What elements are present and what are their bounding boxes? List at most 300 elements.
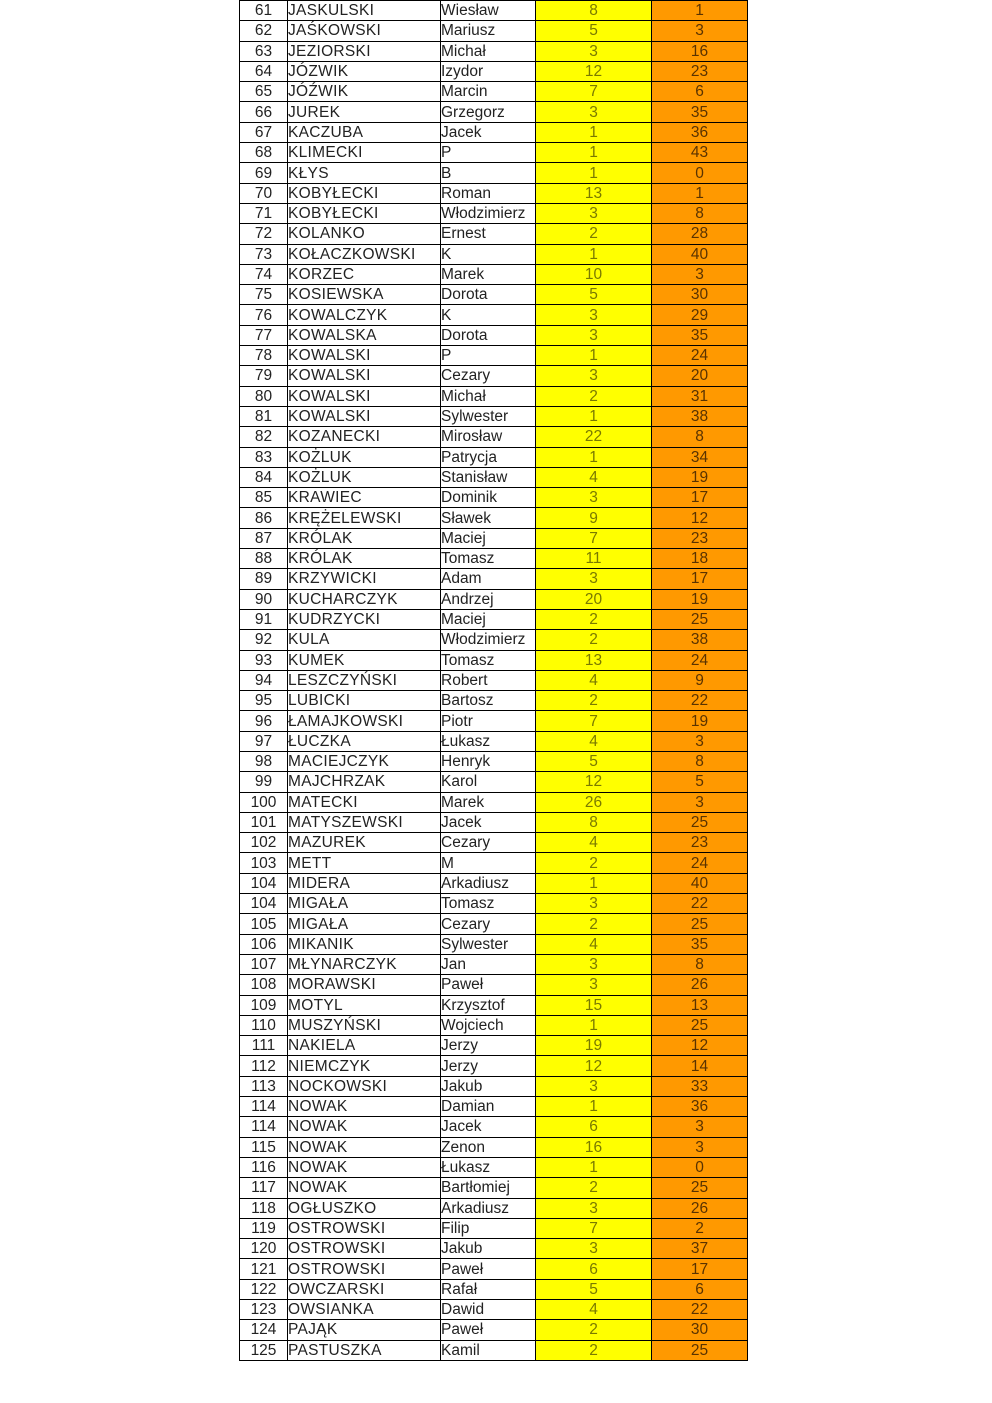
first-name-cell: Dominik bbox=[441, 488, 536, 508]
row-number-cell: 83 bbox=[240, 447, 288, 467]
row-number-cell: 121 bbox=[240, 1259, 288, 1279]
surname-cell: OGŁUSZKO bbox=[288, 1198, 441, 1218]
table-row bbox=[240, 305, 748, 325]
surname-cell: MIGAŁA bbox=[288, 894, 441, 914]
score-yellow-cell: 5 bbox=[536, 1279, 652, 1299]
row-number-cell: 73 bbox=[240, 244, 288, 264]
row-number-cell: 104 bbox=[240, 873, 288, 893]
score-yellow-cell: 3 bbox=[536, 954, 652, 974]
score-orange-cell: 0 bbox=[652, 163, 748, 183]
table-row bbox=[240, 569, 748, 589]
table-row bbox=[240, 873, 748, 893]
row-number-cell: 102 bbox=[240, 833, 288, 853]
surname-cell: KRĘŻELEWSKI bbox=[288, 508, 441, 528]
row-number-cell: 104 bbox=[240, 894, 288, 914]
row-number-cell: 108 bbox=[240, 975, 288, 995]
row-number-cell: 120 bbox=[240, 1239, 288, 1259]
first-name-cell: Łukasz bbox=[441, 731, 536, 751]
row-number-cell: 74 bbox=[240, 264, 288, 284]
surname-cell: OSTROWSKI bbox=[288, 1218, 441, 1238]
surname-cell: KUCHARCZYK bbox=[288, 589, 441, 609]
score-orange-cell: 17 bbox=[652, 569, 748, 589]
first-name-cell: Michał bbox=[441, 386, 536, 406]
score-yellow-cell: 13 bbox=[536, 183, 652, 203]
row-number-cell: 98 bbox=[240, 751, 288, 771]
first-name-cell: Mirosław bbox=[441, 427, 536, 447]
first-name-cell: P bbox=[441, 143, 536, 163]
surname-cell: KUMEK bbox=[288, 650, 441, 670]
table-row bbox=[240, 670, 748, 690]
score-orange-cell: 25 bbox=[652, 1015, 748, 1035]
score-orange-cell: 18 bbox=[652, 549, 748, 569]
row-number-cell: 84 bbox=[240, 467, 288, 487]
score-yellow-cell: 9 bbox=[536, 508, 652, 528]
results-table bbox=[239, 0, 748, 1361]
surname-cell: KORZEC bbox=[288, 264, 441, 284]
score-orange-cell: 35 bbox=[652, 325, 748, 345]
score-yellow-cell: 4 bbox=[536, 833, 652, 853]
row-number-cell: 109 bbox=[240, 995, 288, 1015]
score-yellow-cell: 4 bbox=[536, 670, 652, 690]
score-yellow-cell: 10 bbox=[536, 264, 652, 284]
row-number-cell: 95 bbox=[240, 691, 288, 711]
row-number-cell: 76 bbox=[240, 305, 288, 325]
score-yellow-cell: 2 bbox=[536, 853, 652, 873]
table-row bbox=[240, 853, 748, 873]
table-row bbox=[240, 102, 748, 122]
surname-cell: NAKIELA bbox=[288, 1036, 441, 1056]
score-yellow-cell: 1 bbox=[536, 1157, 652, 1177]
table-row bbox=[240, 995, 748, 1015]
first-name-cell: Tomasz bbox=[441, 650, 536, 670]
score-orange-cell: 23 bbox=[652, 61, 748, 81]
surname-cell: KŁYS bbox=[288, 163, 441, 183]
first-name-cell: Łukasz bbox=[441, 1157, 536, 1177]
score-orange-cell: 34 bbox=[652, 447, 748, 467]
score-orange-cell: 8 bbox=[652, 954, 748, 974]
table-row bbox=[240, 833, 748, 853]
first-name-cell: Henryk bbox=[441, 751, 536, 771]
row-number-cell: 79 bbox=[240, 366, 288, 386]
surname-cell: MAZUREK bbox=[288, 833, 441, 853]
first-name-cell: Wiesław bbox=[441, 1, 536, 21]
score-orange-cell: 3 bbox=[652, 792, 748, 812]
score-yellow-cell: 12 bbox=[536, 772, 652, 792]
score-orange-cell: 23 bbox=[652, 833, 748, 853]
row-number-cell: 116 bbox=[240, 1157, 288, 1177]
score-orange-cell: 36 bbox=[652, 1097, 748, 1117]
table-row bbox=[240, 691, 748, 711]
row-number-cell: 96 bbox=[240, 711, 288, 731]
table-row bbox=[240, 630, 748, 650]
surname-cell: KRAWIEC bbox=[288, 488, 441, 508]
score-orange-cell: 13 bbox=[652, 995, 748, 1015]
score-yellow-cell: 3 bbox=[536, 366, 652, 386]
score-orange-cell: 25 bbox=[652, 914, 748, 934]
surname-cell: MATYSZEWSKI bbox=[288, 812, 441, 832]
table-row bbox=[240, 609, 748, 629]
row-number-cell: 89 bbox=[240, 569, 288, 589]
score-orange-cell: 40 bbox=[652, 873, 748, 893]
surname-cell: MOTYL bbox=[288, 995, 441, 1015]
first-name-cell: Maciej bbox=[441, 609, 536, 629]
table-row bbox=[240, 183, 748, 203]
score-yellow-cell: 2 bbox=[536, 609, 652, 629]
first-name-cell: Jacek bbox=[441, 812, 536, 832]
score-orange-cell: 22 bbox=[652, 691, 748, 711]
score-yellow-cell: 1 bbox=[536, 122, 652, 142]
table-row bbox=[240, 285, 748, 305]
results-table-container bbox=[239, 0, 748, 1361]
table-row bbox=[240, 1218, 748, 1238]
row-number-cell: 110 bbox=[240, 1015, 288, 1035]
table-row bbox=[240, 1, 748, 21]
score-yellow-cell: 2 bbox=[536, 1340, 652, 1360]
table-row bbox=[240, 650, 748, 670]
row-number-cell: 93 bbox=[240, 650, 288, 670]
surname-cell: LESZCZYŃSKI bbox=[288, 670, 441, 690]
score-yellow-cell: 1 bbox=[536, 1015, 652, 1035]
score-orange-cell: 3 bbox=[652, 1117, 748, 1137]
first-name-cell: Jerzy bbox=[441, 1056, 536, 1076]
score-yellow-cell: 1 bbox=[536, 1097, 652, 1117]
first-name-cell: Jacek bbox=[441, 1117, 536, 1137]
first-name-cell: Mariusz bbox=[441, 21, 536, 41]
table-row bbox=[240, 1056, 748, 1076]
score-orange-cell: 26 bbox=[652, 975, 748, 995]
table-row bbox=[240, 589, 748, 609]
table-row bbox=[240, 224, 748, 244]
surname-cell: KUDRZYCKI bbox=[288, 609, 441, 629]
table-row bbox=[240, 894, 748, 914]
surname-cell: KLIMECKI bbox=[288, 143, 441, 163]
score-orange-cell: 25 bbox=[652, 1340, 748, 1360]
score-orange-cell: 2 bbox=[652, 1218, 748, 1238]
table-row bbox=[240, 1300, 748, 1320]
first-name-cell: Włodzimierz bbox=[441, 630, 536, 650]
first-name-cell: Michał bbox=[441, 41, 536, 61]
surname-cell: KRZYWICKI bbox=[288, 569, 441, 589]
surname-cell: MIDERA bbox=[288, 873, 441, 893]
table-row bbox=[240, 914, 748, 934]
surname-cell: JÓZWIK bbox=[288, 61, 441, 81]
surname-cell: ŁAMAJKOWSKI bbox=[288, 711, 441, 731]
table-row bbox=[240, 792, 748, 812]
row-number-cell: 85 bbox=[240, 488, 288, 508]
first-name-cell: Damian bbox=[441, 1097, 536, 1117]
first-name-cell: Cezary bbox=[441, 366, 536, 386]
row-number-cell: 87 bbox=[240, 528, 288, 548]
score-orange-cell: 3 bbox=[652, 21, 748, 41]
score-yellow-cell: 4 bbox=[536, 731, 652, 751]
first-name-cell: Jakub bbox=[441, 1239, 536, 1259]
score-orange-cell: 12 bbox=[652, 1036, 748, 1056]
score-orange-cell: 25 bbox=[652, 812, 748, 832]
score-orange-cell: 24 bbox=[652, 853, 748, 873]
row-number-cell: 122 bbox=[240, 1279, 288, 1299]
first-name-cell: Robert bbox=[441, 670, 536, 690]
score-yellow-cell: 1 bbox=[536, 447, 652, 467]
score-orange-cell: 6 bbox=[652, 1279, 748, 1299]
score-yellow-cell: 2 bbox=[536, 224, 652, 244]
score-yellow-cell: 7 bbox=[536, 1218, 652, 1238]
score-orange-cell: 9 bbox=[652, 670, 748, 690]
row-number-cell: 106 bbox=[240, 934, 288, 954]
table-row bbox=[240, 1320, 748, 1340]
first-name-cell: Arkadiusz bbox=[441, 873, 536, 893]
first-name-cell: Dorota bbox=[441, 285, 536, 305]
table-row bbox=[240, 488, 748, 508]
first-name-cell: M bbox=[441, 853, 536, 873]
table-row bbox=[240, 711, 748, 731]
table-row bbox=[240, 467, 748, 487]
score-orange-cell: 38 bbox=[652, 406, 748, 426]
surname-cell: KOZANECKI bbox=[288, 427, 441, 447]
score-orange-cell: 1 bbox=[652, 183, 748, 203]
score-orange-cell: 23 bbox=[652, 528, 748, 548]
row-number-cell: 63 bbox=[240, 41, 288, 61]
score-orange-cell: 0 bbox=[652, 1157, 748, 1177]
row-number-cell: 99 bbox=[240, 772, 288, 792]
score-orange-cell: 26 bbox=[652, 1198, 748, 1218]
surname-cell: KOWALSKI bbox=[288, 406, 441, 426]
surname-cell: JEZIORSKI bbox=[288, 41, 441, 61]
surname-cell: KOWALSKI bbox=[288, 366, 441, 386]
score-orange-cell: 8 bbox=[652, 751, 748, 771]
first-name-cell: Włodzimierz bbox=[441, 203, 536, 223]
score-yellow-cell: 19 bbox=[536, 1036, 652, 1056]
row-number-cell: 80 bbox=[240, 386, 288, 406]
row-number-cell: 91 bbox=[240, 609, 288, 629]
table-row bbox=[240, 1015, 748, 1035]
surname-cell: KRÓLAK bbox=[288, 549, 441, 569]
score-orange-cell: 17 bbox=[652, 1259, 748, 1279]
table-row bbox=[240, 244, 748, 264]
score-orange-cell: 8 bbox=[652, 427, 748, 447]
table-row bbox=[240, 1097, 748, 1117]
first-name-cell: Dawid bbox=[441, 1300, 536, 1320]
score-yellow-cell: 3 bbox=[536, 325, 652, 345]
table-row bbox=[240, 1239, 748, 1259]
surname-cell: JUREK bbox=[288, 102, 441, 122]
score-yellow-cell: 1 bbox=[536, 143, 652, 163]
surname-cell: KOWALSKI bbox=[288, 386, 441, 406]
surname-cell: PAJĄK bbox=[288, 1320, 441, 1340]
surname-cell: JASKULSKI bbox=[288, 1, 441, 21]
row-number-cell: 69 bbox=[240, 163, 288, 183]
score-yellow-cell: 1 bbox=[536, 873, 652, 893]
surname-cell: NOWAK bbox=[288, 1097, 441, 1117]
surname-cell: KOŻLUK bbox=[288, 447, 441, 467]
surname-cell: NOWAK bbox=[288, 1178, 441, 1198]
score-orange-cell: 19 bbox=[652, 467, 748, 487]
row-number-cell: 118 bbox=[240, 1198, 288, 1218]
first-name-cell: Piotr bbox=[441, 711, 536, 731]
row-number-cell: 123 bbox=[240, 1300, 288, 1320]
score-yellow-cell: 3 bbox=[536, 203, 652, 223]
row-number-cell: 70 bbox=[240, 183, 288, 203]
score-orange-cell: 36 bbox=[652, 122, 748, 142]
table-row bbox=[240, 447, 748, 467]
table-row bbox=[240, 61, 748, 81]
surname-cell: KOBYŁECKI bbox=[288, 203, 441, 223]
first-name-cell: Zenon bbox=[441, 1137, 536, 1157]
first-name-cell: Grzegorz bbox=[441, 102, 536, 122]
table-row bbox=[240, 812, 748, 832]
first-name-cell: K bbox=[441, 305, 536, 325]
score-orange-cell: 19 bbox=[652, 589, 748, 609]
score-yellow-cell: 3 bbox=[536, 1239, 652, 1259]
table-row bbox=[240, 386, 748, 406]
row-number-cell: 112 bbox=[240, 1056, 288, 1076]
table-row bbox=[240, 1178, 748, 1198]
score-yellow-cell: 3 bbox=[536, 102, 652, 122]
score-yellow-cell: 6 bbox=[536, 1259, 652, 1279]
row-number-cell: 124 bbox=[240, 1320, 288, 1340]
row-number-cell: 75 bbox=[240, 285, 288, 305]
row-number-cell: 94 bbox=[240, 670, 288, 690]
surname-cell: METT bbox=[288, 853, 441, 873]
table-row bbox=[240, 975, 748, 995]
row-number-cell: 81 bbox=[240, 406, 288, 426]
row-number-cell: 66 bbox=[240, 102, 288, 122]
score-orange-cell: 30 bbox=[652, 1320, 748, 1340]
first-name-cell: Jan bbox=[441, 954, 536, 974]
table-row bbox=[240, 427, 748, 447]
row-number-cell: 71 bbox=[240, 203, 288, 223]
score-yellow-cell: 15 bbox=[536, 995, 652, 1015]
table-row bbox=[240, 366, 748, 386]
score-orange-cell: 22 bbox=[652, 1300, 748, 1320]
score-yellow-cell: 22 bbox=[536, 427, 652, 447]
row-number-cell: 67 bbox=[240, 122, 288, 142]
score-orange-cell: 24 bbox=[652, 650, 748, 670]
score-yellow-cell: 7 bbox=[536, 711, 652, 731]
first-name-cell: Marek bbox=[441, 792, 536, 812]
score-orange-cell: 5 bbox=[652, 772, 748, 792]
score-orange-cell: 22 bbox=[652, 894, 748, 914]
surname-cell: NOCKOWSKI bbox=[288, 1076, 441, 1096]
first-name-cell: Andrzej bbox=[441, 589, 536, 609]
table-row bbox=[240, 1259, 748, 1279]
score-yellow-cell: 8 bbox=[536, 812, 652, 832]
table-row bbox=[240, 751, 748, 771]
row-number-cell: 62 bbox=[240, 21, 288, 41]
first-name-cell: Ernest bbox=[441, 224, 536, 244]
score-orange-cell: 3 bbox=[652, 731, 748, 751]
score-orange-cell: 17 bbox=[652, 488, 748, 508]
row-number-cell: 64 bbox=[240, 61, 288, 81]
table-row bbox=[240, 346, 748, 366]
table-row bbox=[240, 325, 748, 345]
surname-cell: PASTUSZKA bbox=[288, 1340, 441, 1360]
surname-cell: KULA bbox=[288, 630, 441, 650]
score-yellow-cell: 7 bbox=[536, 82, 652, 102]
score-yellow-cell: 3 bbox=[536, 1076, 652, 1096]
table-row bbox=[240, 1137, 748, 1157]
score-yellow-cell: 4 bbox=[536, 934, 652, 954]
surname-cell: KOWALCZYK bbox=[288, 305, 441, 325]
score-yellow-cell: 26 bbox=[536, 792, 652, 812]
table-row bbox=[240, 954, 748, 974]
table-row bbox=[240, 1036, 748, 1056]
score-orange-cell: 8 bbox=[652, 203, 748, 223]
table-row bbox=[240, 1076, 748, 1096]
surname-cell: JÓŹWIK bbox=[288, 82, 441, 102]
first-name-cell: Sylwester bbox=[441, 934, 536, 954]
score-yellow-cell: 1 bbox=[536, 406, 652, 426]
score-yellow-cell: 2 bbox=[536, 1178, 652, 1198]
score-yellow-cell: 20 bbox=[536, 589, 652, 609]
surname-cell: LUBICKI bbox=[288, 691, 441, 711]
score-yellow-cell: 2 bbox=[536, 691, 652, 711]
score-yellow-cell: 12 bbox=[536, 61, 652, 81]
surname-cell: KRÓLAK bbox=[288, 528, 441, 548]
first-name-cell: Cezary bbox=[441, 833, 536, 853]
score-yellow-cell: 4 bbox=[536, 467, 652, 487]
table-row bbox=[240, 1198, 748, 1218]
row-number-cell: 65 bbox=[240, 82, 288, 102]
score-orange-cell: 43 bbox=[652, 143, 748, 163]
score-yellow-cell: 3 bbox=[536, 569, 652, 589]
score-orange-cell: 1 bbox=[652, 1, 748, 21]
row-number-cell: 77 bbox=[240, 325, 288, 345]
score-orange-cell: 29 bbox=[652, 305, 748, 325]
table-row bbox=[240, 1340, 748, 1360]
row-number-cell: 115 bbox=[240, 1137, 288, 1157]
score-yellow-cell: 2 bbox=[536, 1320, 652, 1340]
score-orange-cell: 35 bbox=[652, 102, 748, 122]
table-row bbox=[240, 406, 748, 426]
row-number-cell: 111 bbox=[240, 1036, 288, 1056]
score-yellow-cell: 4 bbox=[536, 1300, 652, 1320]
surname-cell: KOLANKO bbox=[288, 224, 441, 244]
first-name-cell: Sylwester bbox=[441, 406, 536, 426]
table-row bbox=[240, 264, 748, 284]
surname-cell: KOWALSKI bbox=[288, 346, 441, 366]
surname-cell: OSTROWSKI bbox=[288, 1259, 441, 1279]
first-name-cell: Rafał bbox=[441, 1279, 536, 1299]
table-row bbox=[240, 528, 748, 548]
first-name-cell: B bbox=[441, 163, 536, 183]
row-number-cell: 90 bbox=[240, 589, 288, 609]
surname-cell: NOWAK bbox=[288, 1117, 441, 1137]
score-orange-cell: 3 bbox=[652, 1137, 748, 1157]
row-number-cell: 100 bbox=[240, 792, 288, 812]
surname-cell: NOWAK bbox=[288, 1157, 441, 1177]
row-number-cell: 117 bbox=[240, 1178, 288, 1198]
first-name-cell: Jakub bbox=[441, 1076, 536, 1096]
surname-cell: OWCZARSKI bbox=[288, 1279, 441, 1299]
first-name-cell: Bartłomiej bbox=[441, 1178, 536, 1198]
first-name-cell: Maciej bbox=[441, 528, 536, 548]
surname-cell: JAŚKOWSKI bbox=[288, 21, 441, 41]
surname-cell: OSTROWSKI bbox=[288, 1239, 441, 1259]
score-orange-cell: 30 bbox=[652, 285, 748, 305]
surname-cell: MORAWSKI bbox=[288, 975, 441, 995]
first-name-cell: Paweł bbox=[441, 975, 536, 995]
score-yellow-cell: 1 bbox=[536, 163, 652, 183]
table-row bbox=[240, 1117, 748, 1137]
row-number-cell: 78 bbox=[240, 346, 288, 366]
score-yellow-cell: 13 bbox=[536, 650, 652, 670]
surname-cell: MŁYNARCZYK bbox=[288, 954, 441, 974]
surname-cell: KOSIEWSKA bbox=[288, 285, 441, 305]
first-name-cell: Patrycja bbox=[441, 447, 536, 467]
score-yellow-cell: 11 bbox=[536, 549, 652, 569]
surname-cell: MIGAŁA bbox=[288, 914, 441, 934]
score-orange-cell: 14 bbox=[652, 1056, 748, 1076]
